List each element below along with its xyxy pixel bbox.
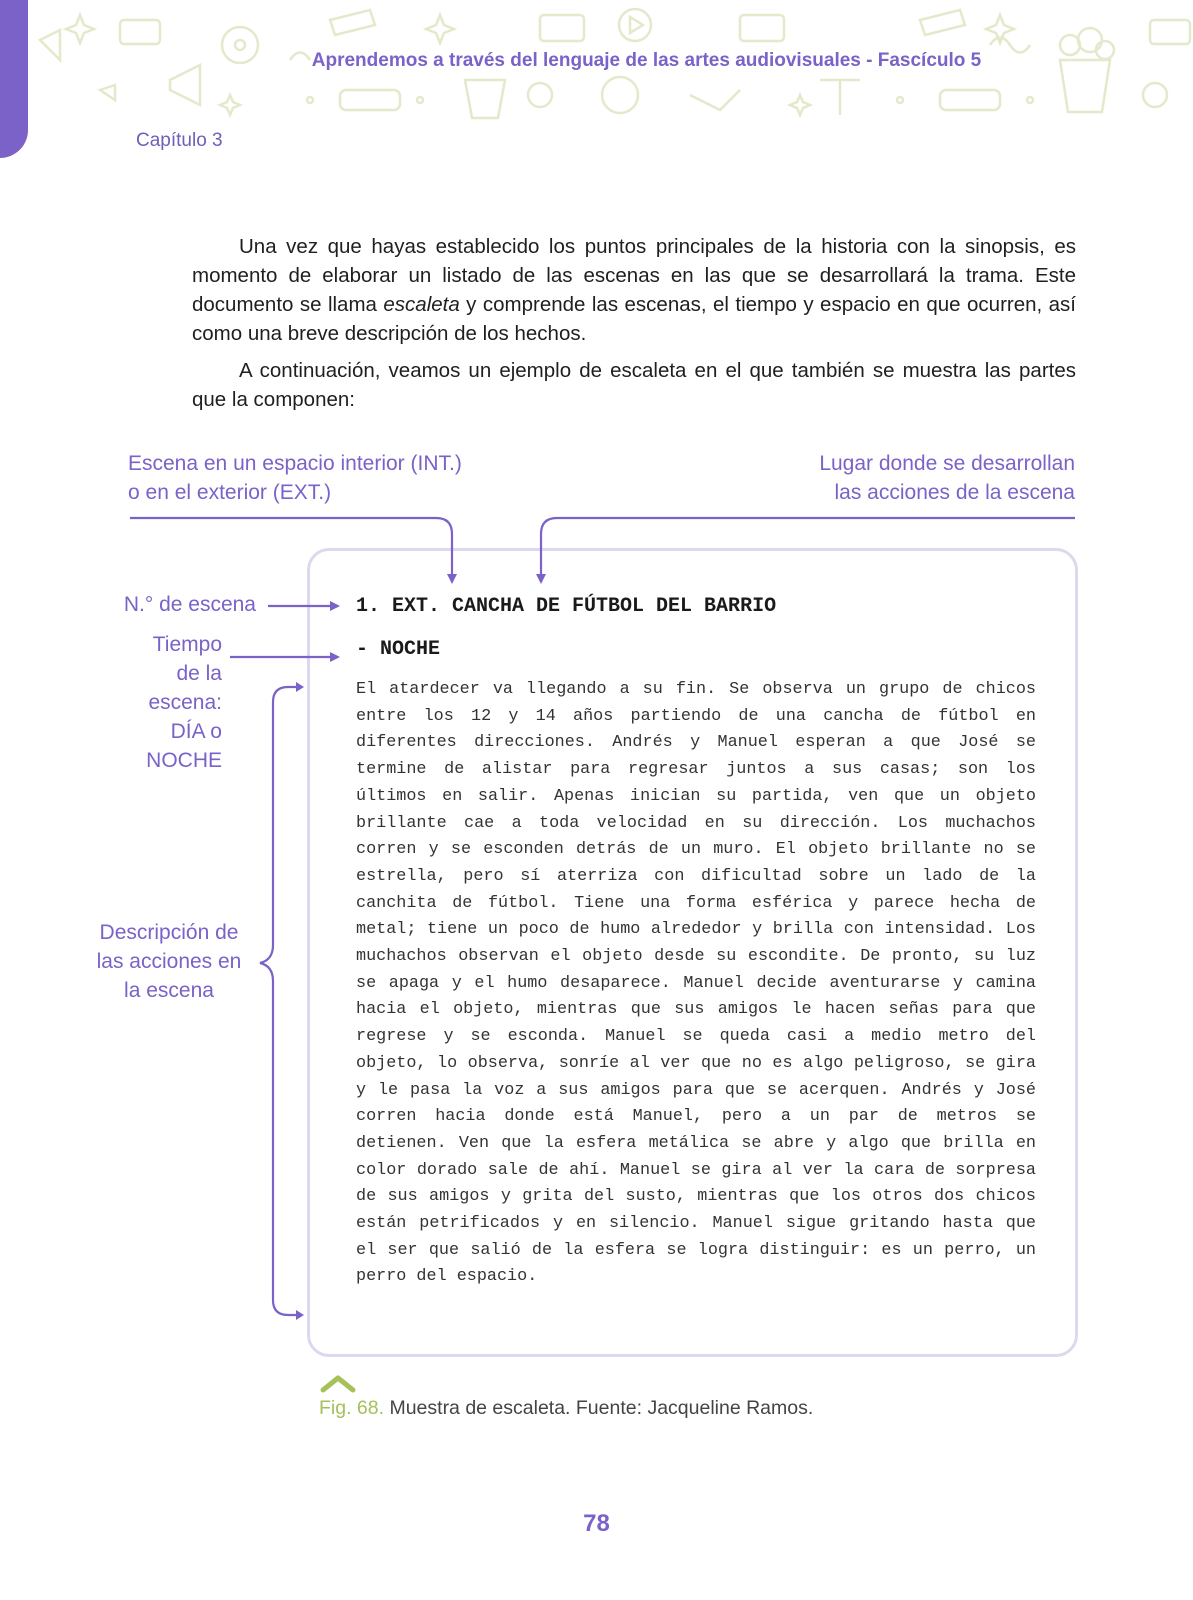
callout-numero-escena: N.° de escena: [123, 593, 256, 616]
callout-descripcion: Descripción de las acciones en la escena: [96, 921, 242, 1002]
clapper-icon: [330, 10, 375, 35]
ticket-icon: [120, 20, 160, 44]
intro-paragraph: Una vez que hayas establecido los puntos principales de la historia con la sinopsis, es momento de elaborar un listado de las escenas en las que se desarrollará la trama. Este documento se llama escaleta y comprende las escenas, el tiempo y espacio en que ocurren, así como una breve descripción de los hechos.: [192, 235, 1077, 345]
callout-lugar: Lugar donde se desarrollan las acciones de la escena: [819, 452, 1075, 504]
scene-time: - NOCHE: [356, 638, 441, 661]
callout-int-ext: Escena en un espacio interior (INT.) o en el exterior (EXT.): [128, 452, 462, 504]
term-escaleta: escaleta: [383, 293, 460, 316]
scene-heading: 1. EXT. CANCHA DE FÚTBOL DEL BARRIO: [356, 595, 777, 618]
chapter-tab: [0, 0, 28, 158]
example-paragraph: A continuación, veamos un ejemplo de escaleta en el que también se muestra las partes que la componen:: [192, 359, 1076, 411]
chevron-up-icon: [320, 1373, 356, 1393]
popcorn-icon: [465, 80, 505, 118]
microphone-icon: [528, 83, 552, 107]
chapter-label: Capítulo 3: [136, 130, 223, 151]
film-roll-icon: [602, 77, 638, 113]
glasses-icon: [340, 90, 400, 110]
figure-caption: Fig. 68. Muestra de escaleta. Fuente: Jacqueline Ramos.: [319, 1397, 814, 1419]
descripcion-brace: [260, 687, 302, 1315]
scene-description: El atardecer va llegando a su fin. Se observa un grupo de chicos entre los 12 y 14 años partiendo de una cancha de fútbol en diferentes direcciones. Andrés y Manuel esperan a que José se termine de alistar para regresar juntos a sus casas; son los últimos en salir. Apenas inician su partida, ven que un objeto brillante cae a toda velocidad en su dirección. Los muchachos corren y se esconden detrás de un muro. El objeto brillante no se estrella, pero sí aterriza con dificultad sobre un lado de la canchita de fútbol. Tiene una forma esférica y parece hecha de metal; tiene un poco de humo alrededor y brilla con intensidad. Los muchachos observan el objeto desde su escondite. De pronto, su luz se apaga y el humo desaparece. Manuel decide aventurarse y camina hacia el objeto, mientras que sus amigos le hacen señas para que regrese y se esconda. Manuel se queda casi a medio metro del objeto, lo observa, sonríe al ver que no es algo peligroso, se gira y le pasa la voz a sus amigos para que se acerquen. Andrés y José corren hacia donde está Manuel, pero a un par de metros se detienen. Ven que la esfera metálica se abre y algo que brilla en color dorado sale de ahí. Manuel se gira al ver la cara de sorpresa de sus amigos y grita del susto, mientras que los otros dos chicos están petrificados y en silencio. Manuel sigue gritando hasta que el ser que salió de la esfera se logra distinguir: es un perro, un perro del espacio.: [356, 680, 1036, 1287]
page-number: 78: [583, 1510, 610, 1537]
play-icon: [619, 9, 651, 41]
publication-title: Aprendemos a través del lenguaje de las artes audiovisuales - Fascículo 5: [311, 50, 982, 71]
callout-tiempo: Tiempo de la escena: DÍA o NOCHE: [146, 633, 222, 772]
